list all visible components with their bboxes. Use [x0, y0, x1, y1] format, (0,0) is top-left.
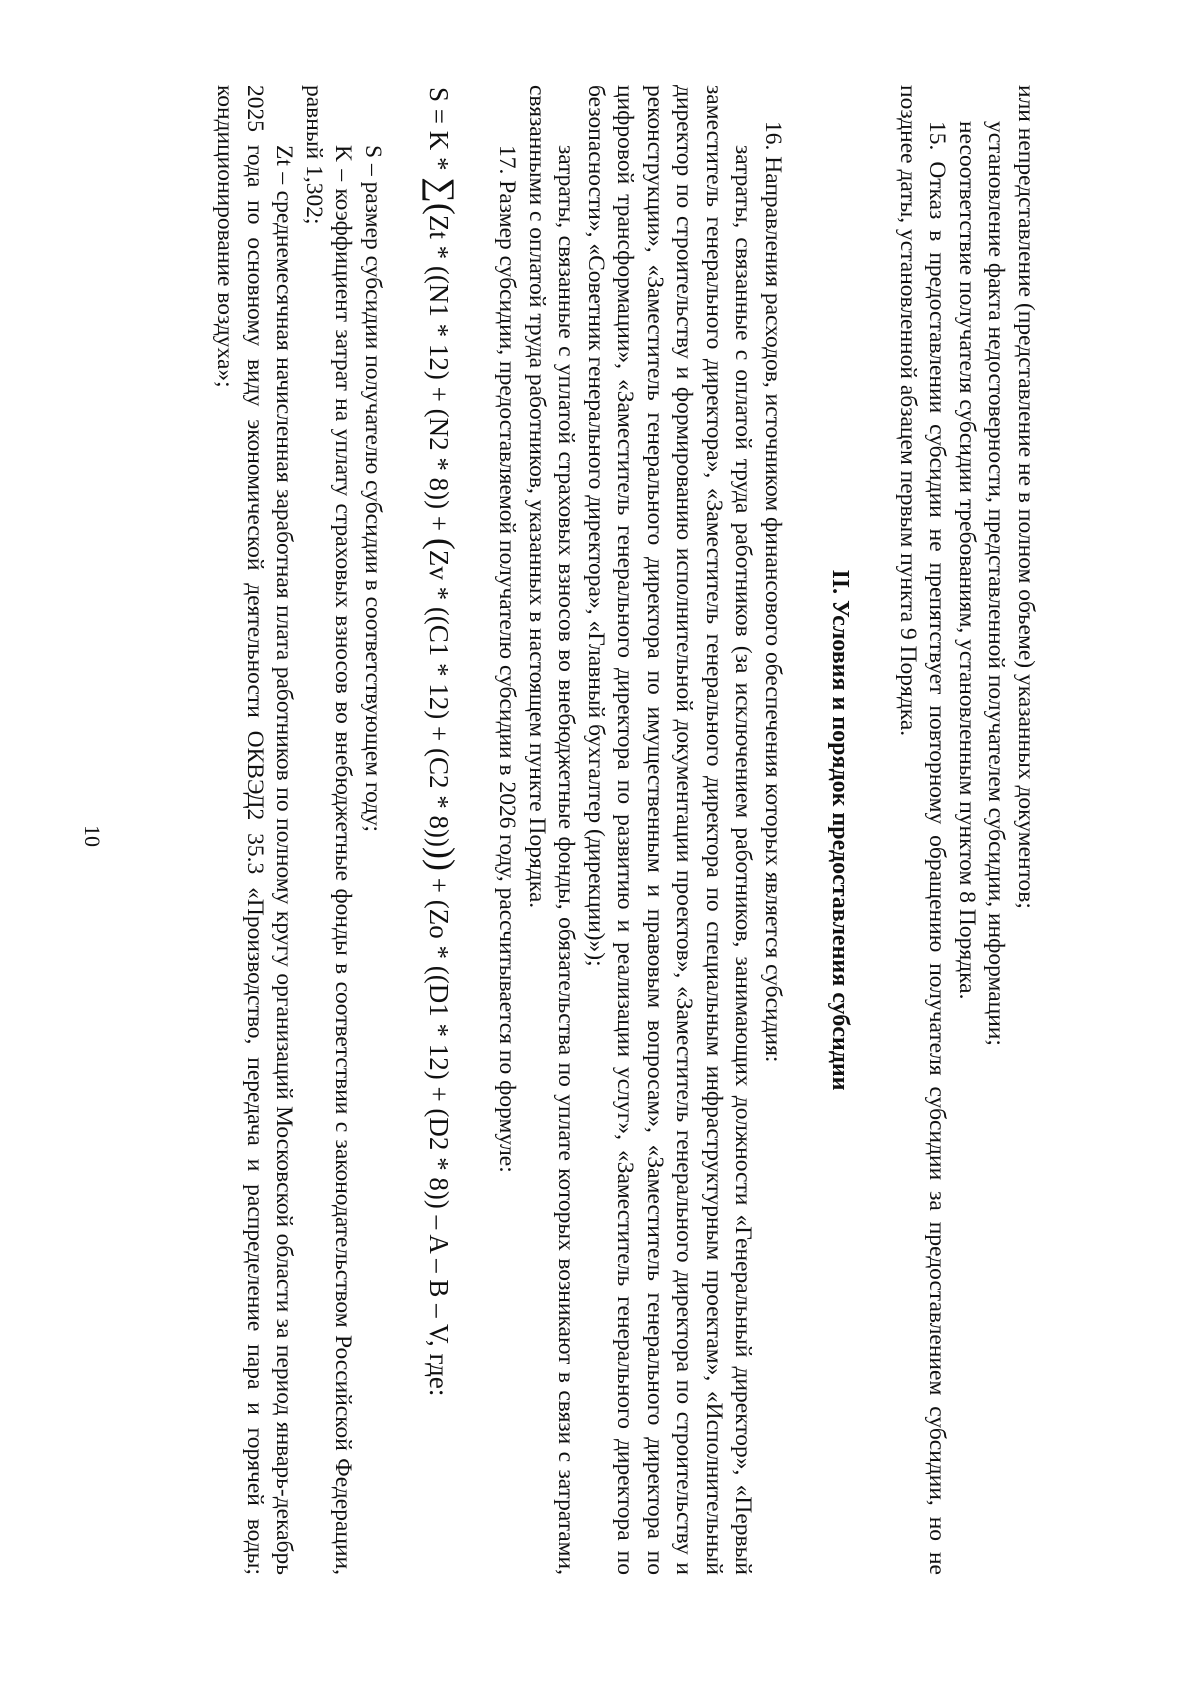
formula-paren: ( [422, 202, 462, 215]
formula-paren: ( [422, 537, 462, 550]
paragraph-item: или непредставление (представление не в полном объеме) указанных документов; [1013, 85, 1039, 909]
page-number: 10 [80, 825, 105, 847]
paragraph-item: несоответствие получателя субсидии требованиям, установленным пунктом 8 Порядка. [954, 121, 980, 1000]
paragraph-item: 17. Размер субсидии, предоставляемой получателю субсидии в 2026 году, рассчитывается по формуле: [494, 145, 521, 1173]
subsidy-formula [417, 85, 464, 1575]
formula-tail: + (Zo * ((D1 * 12) + (D2 * 8)) – A – B – V, где: [424, 871, 454, 1397]
paragraph-item: затраты, связанные с уплатой страховых взносов во внебюджетные фонды, обязательства по уплате которых возникают в связи с затратами, связанными с оплатой труда работников, указанных в настоящем пункте Порядка. [524, 85, 580, 1575]
formula-zv-term: Zv * ((C1 * 12) + (C2 * 8)) [424, 549, 454, 848]
sum-symbol: ∑ [422, 177, 462, 203]
section-heading: II. Условия и порядок предоставления субсидии [827, 569, 854, 1091]
formula-paren: ) [422, 847, 462, 860]
definition-item: K – коэффициент затрат на уплату страховых взносов во внебюджетные фонды в соответствии с законодательством Российской Федерации, равный 1,302; [301, 85, 357, 1575]
definition-item: S – размер субсидии получателю субсидии в соответствующем году; [360, 145, 386, 833]
paragraph-item: 15. Отказ в предоставлении субсидии не препятствует повторному обращению получателя субсидии за предоставлением субсидии, но не позднее даты, установленной абзацем первым пункта 9 Порядка. [895, 85, 951, 1575]
formula-zt-term: Zt * ((N1 * 12) + (N2 * 8)) + [424, 214, 454, 538]
paragraph-item: затраты, связанные с оплатой труда работников (за исключением работников, занимающих должности «Генеральный директор», «Первый заместитель генерального директора», «Заместитель генерального директора по специальным инфраструктурным проектам», «Исполнительный директор по строительству и формированию исполнительной документации проектов», «Заместитель генерального директора по строительству и реконструкции», «Заместитель генерального директора по имущественным и правовым вопросам», «Заместитель генерального директора по цифровой трансформации», «Заместитель генерального директора по развитию и реализации услуг», «Заместитель генерального директора по безопасности», «Советник генерального директора», «Главный бухгалтер (дирекции)»); [583, 85, 757, 1575]
formula-lhs: S = K * [424, 87, 454, 178]
document-body [160, 85, 1040, 1575]
definition-item: Zt – среднемесячная начисленная заработная плата работников по полному кругу организаций Московской области за период январь-декабрь 2025 года по основному виду экономической деятельности ОКВЭД2 35.3 «Производство, передача и распределение пара и горячей воды; кондиционирование воздуха»; [212, 85, 298, 1575]
paragraph-item: 16. Направления расходов, источником финансового обеспечения которых является субсидия: [760, 121, 786, 1063]
formula-paren: ) [422, 859, 462, 872]
paragraph-item: установление факта недостоверности, представленной получателем субсидии, информации; [983, 121, 1010, 1046]
